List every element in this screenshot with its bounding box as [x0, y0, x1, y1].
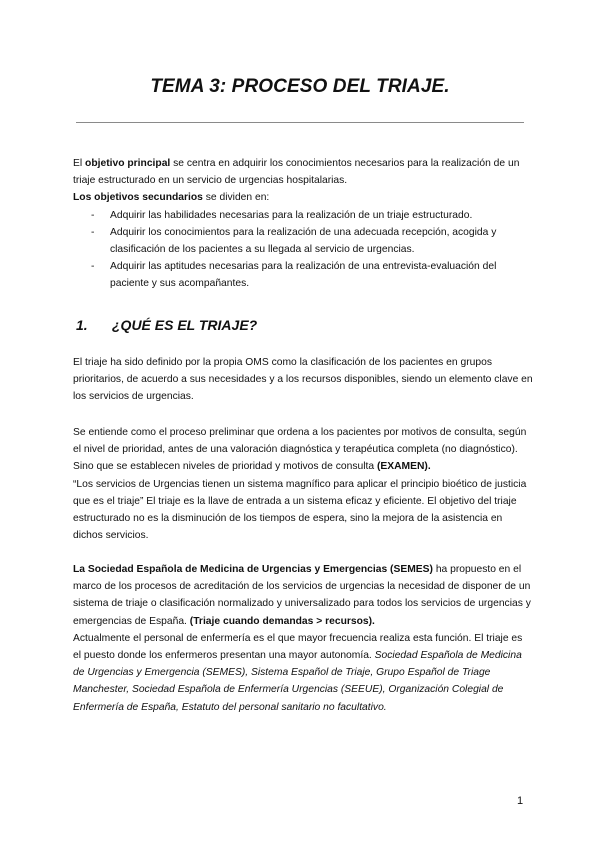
exam-marker: (EXAMEN). [376, 461, 431, 473]
dash-bullet: - [91, 209, 95, 221]
section-number: 1. [76, 317, 88, 333]
objectives-section [73, 155, 533, 293]
paragraph-preliminary-process [73, 424, 533, 544]
section-heading [76, 317, 257, 333]
dash-bullet: - [91, 226, 95, 238]
paragraph-text [73, 630, 533, 716]
paragraph-text: “Los servicios de Urgencias tienen un sistema magnífico para aplicar el principio bioético de justicia que es el triaje” El triaje es la llave de entrada a un sistema eficaz y eficiente. El objetivo del triaje estructurado no es la disminución de los tiempos de espera, sino la mejora de la asistencia en dichos servicios. [73, 478, 527, 542]
list-item [73, 258, 533, 292]
secondary-objectives-label: Los objetivos secundarios [73, 192, 203, 204]
list-item-text: Adquirir las aptitudes necesarias para la realización de una entrevista-evaluación del paciente y sus acompañantes. [110, 261, 497, 290]
list-item [73, 224, 533, 258]
secondary-objectives-list [73, 207, 533, 293]
section-title: ¿QUÉ ES EL TRIAJE? [112, 317, 258, 333]
text-run: ha propuesto en el marco de los procesos de acreditación de los servicios de urgencias la necesidad de disponer de un sistema de triaje o clasificación normalizado y universalizado para todos los servicios de urgencias y emergencias de España. [73, 564, 531, 627]
list-item-text: Adquirir los conocimientos para la realización de una adecuada recepción, acogida y clasificación de los pacientes a su llegada al servicio de urgencias. [110, 226, 497, 256]
main-objective-prefix: El [73, 158, 86, 169]
references-list: Sociedad Española de Medicina de Urgencias y Emergencia (SEMES), Sistema Español de Triaje, Grupo Español de Triage Manchester, Sociedad Española de Enfermería Urgencias (SEEUE), Organización Colegial de Enfermería de España, Estatuto del personal sanitario no facultativo. [73, 650, 522, 713]
main-objective-label: objetivo principal [85, 158, 171, 169]
secondary-objectives-text: se dividen en: [202, 192, 270, 204]
semes-name: La Sociedad Española de Medicina de Urgencias y Emergencias (SEMES) [73, 564, 433, 575]
text-run: Actualmente el personal de enfermería es el que mayor frecuencia realiza esta función. El triaje es el puesto donde los enfermeros presentan una mayor autonomía. [73, 632, 523, 662]
page-number: 1 [517, 795, 524, 807]
secondary-objectives-intro [73, 189, 533, 206]
triage-demand-note: (Triaje cuando demandas > recursos). [189, 615, 375, 627]
paragraph-text [73, 561, 533, 630]
main-objective-paragraph [73, 155, 533, 189]
paragraph-semes [73, 561, 533, 716]
dash-bullet: - [91, 261, 95, 273]
text-run: Se entiende como el proceso preliminar que ordena a los pacientes por motivos de consulta, según el nivel de prioridad, antes de una valoración diagnóstica y terapéutica completa (no diagnóstico). Sino que se establecen niveles de prioridad y motivos de consulta [73, 427, 527, 473]
paragraph-text: El triaje ha sido definido por la propia OMS como la clasificación de los pacientes en grupos prioritarios, de acuerdo a sus necesidades y a los recursos disponibles, siendo un elemento clave en los servicios de urgencias. [73, 357, 533, 403]
paragraph-text [73, 424, 533, 476]
main-objective-text: se centra en adquirir los conocimientos necesarios para la realización de un triaje estructurado en un servicio de urgencias hospitalarias. [73, 158, 520, 187]
list-item [73, 207, 533, 224]
paragraph-oms-definition [73, 354, 533, 406]
page-title: TEMA 3: PROCESO DEL TRIAJE. [150, 76, 450, 97]
title-divider [76, 122, 524, 123]
list-item-text: Adquirir las habilidades necesarias para la realización de un triaje estructurado. [110, 209, 473, 221]
